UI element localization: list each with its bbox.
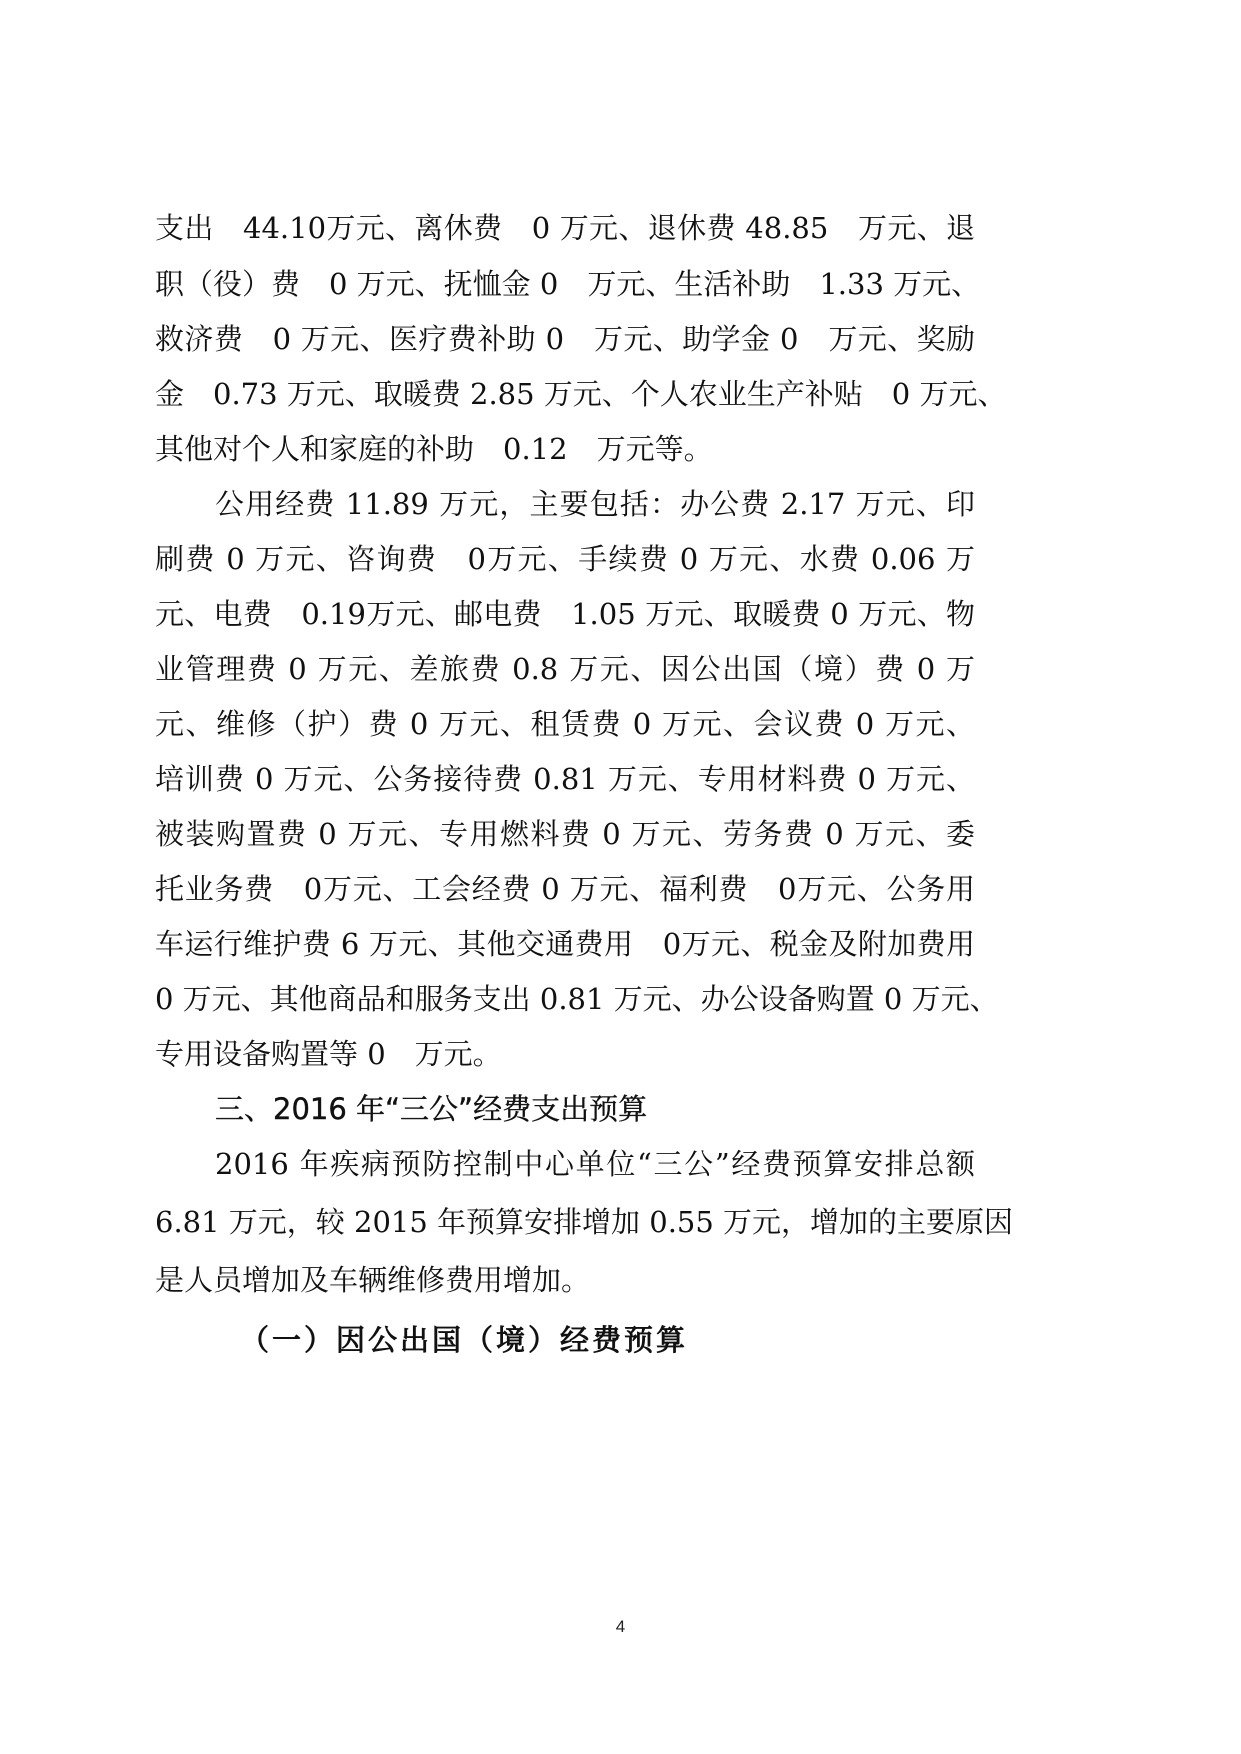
text-line: 0 万元、其他商品和服务支出 0.81 万元、办公设备购置 0 万元、: [155, 982, 999, 1016]
text-line: 公用经费 11.89 万元，主要包括：办公费 2.17 万元、印: [215, 487, 975, 521]
text-line: 金 0.73 万元、取暖费 2.85 万元、个人农业生产补贴 0 万元、: [155, 377, 1007, 411]
text-line: 托业务费 0万元、工会经费 0 万元、福利费 0万元、公务用: [155, 872, 975, 906]
text-line: 支出 44.10万元、离休费 0 万元、退休费 48.85 万元、退: [155, 211, 975, 245]
text-line: 车运行维护费 6 万元、其他交通费用 0万元、税金及附加费用: [155, 927, 975, 961]
text-line: 元、维修（护）费 0 万元、租赁费 0 万元、会议费 0 万元、: [155, 707, 975, 741]
text-line: 业管理费 0 万元、差旅费 0.8 万元、因公出国（境）费 0 万: [155, 652, 975, 686]
text-line: 刷费 0 万元、咨询费 0万元、手续费 0 万元、水费 0.06 万: [155, 542, 975, 576]
section-heading: 三、2016 年“三公”经费支出预算: [215, 1092, 648, 1126]
text-line: 职（役）费 0 万元、抚恤金 0 万元、生活补助 1.33 万元、: [155, 267, 981, 301]
subsection-heading: （一）因公出国（境）经费预算: [240, 1323, 689, 1357]
text-line: 6.81 万元，较 2015 年预算安排增加 0.55 万元，增加的主要原因: [155, 1205, 1014, 1239]
text-line: 是人员增加及车辆维修费用增加。: [155, 1263, 591, 1297]
text-line: 被装购置费 0 万元、专用燃料费 0 万元、劳务费 0 万元、委: [155, 817, 975, 851]
text-line: 元、电费 0.19万元、邮电费 1.05 万元、取暖费 0 万元、物: [155, 597, 975, 631]
text-line: 专用设备购置等 0 万元。: [155, 1037, 502, 1071]
page-number: 4: [615, 1617, 626, 1636]
text-line: 2016 年疾病预防控制中心单位“三公”经费预算安排总额: [215, 1147, 975, 1181]
text-line: 救济费 0 万元、医疗费补助 0 万元、助学金 0 万元、奖励: [155, 322, 975, 356]
text-line: 培训费 0 万元、公务接待费 0.81 万元、专用材料费 0 万元、: [155, 762, 975, 796]
text-line: 其他对个人和家庭的补助 0.12 万元等。: [155, 432, 713, 466]
